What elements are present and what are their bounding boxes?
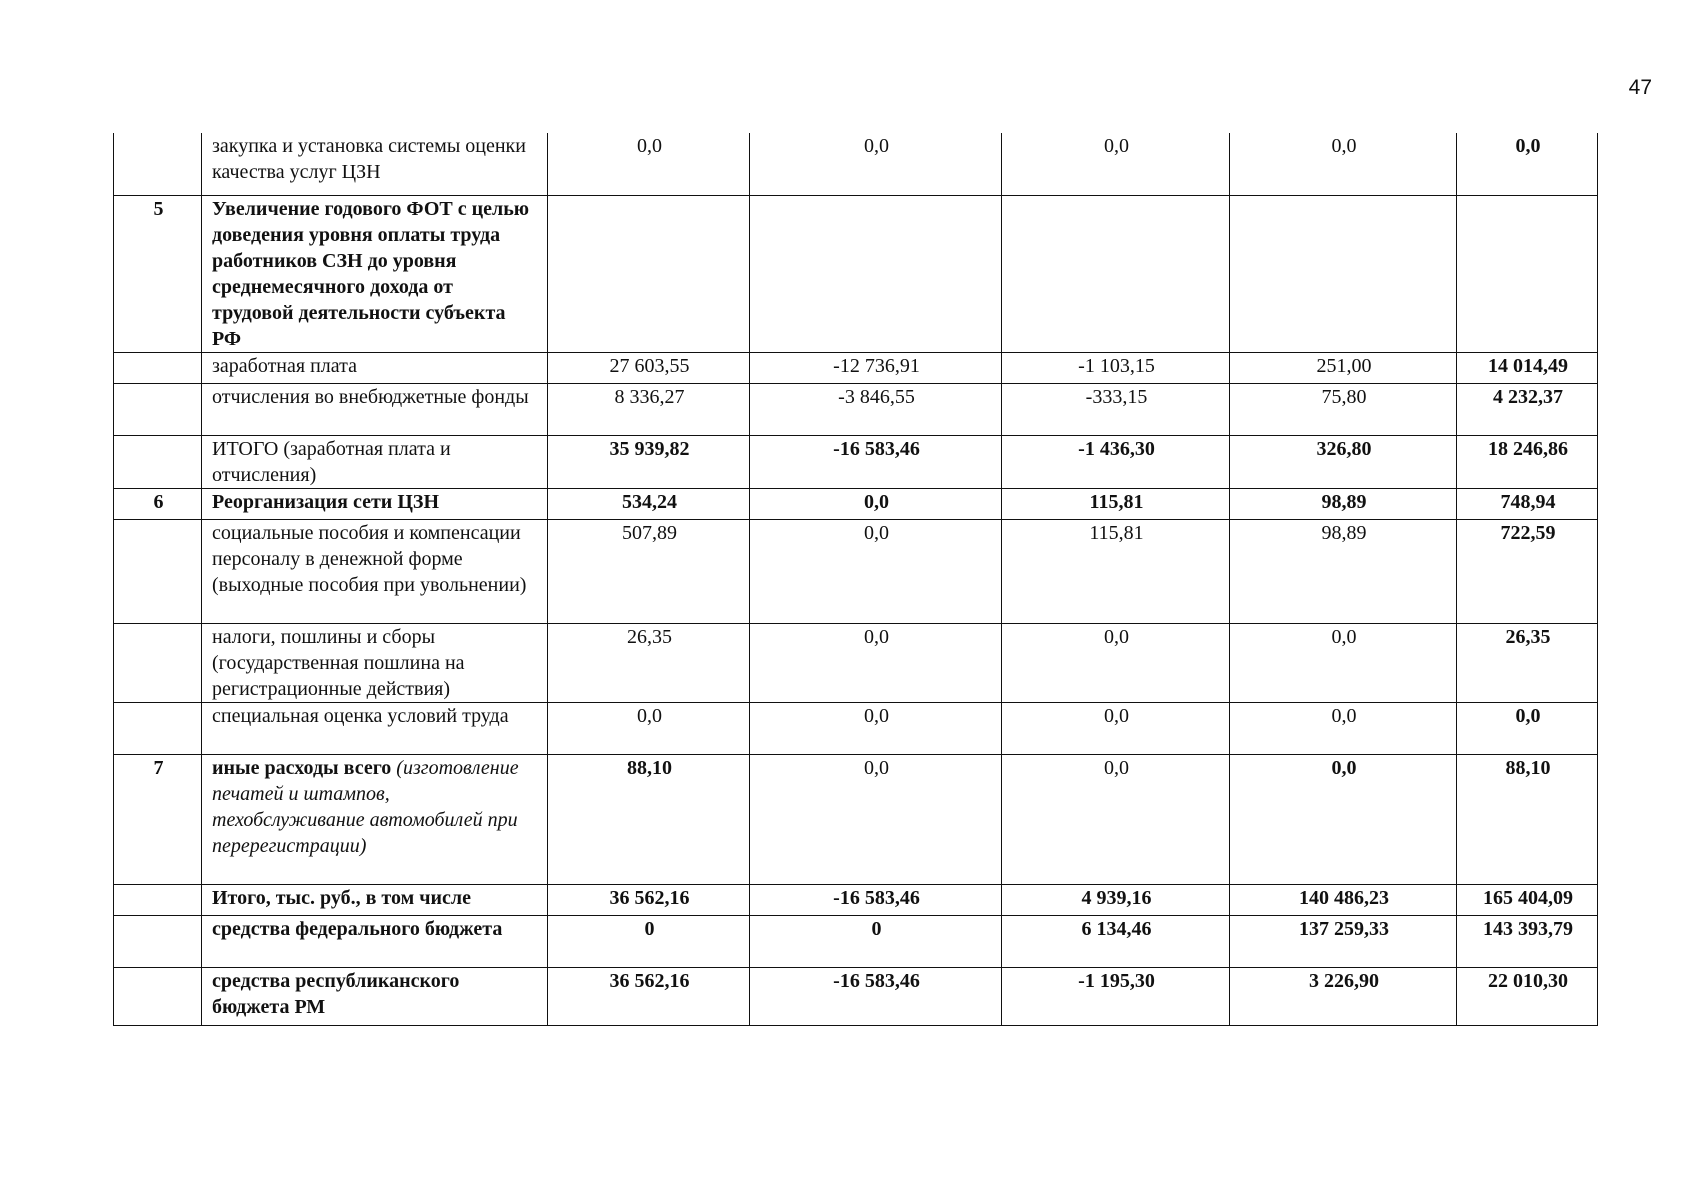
row-number: 5 <box>114 195 202 352</box>
row-description-text: специальная оценка условий труда <box>212 704 509 727</box>
value-cell: 0,0 <box>1457 702 1598 754</box>
row-description <box>202 352 548 383</box>
row-description-text: ИТОГО (заработная плата и отчисления) <box>212 437 451 486</box>
value-cell: 75,80 <box>1230 383 1457 435</box>
value-cell <box>1457 195 1598 352</box>
row-description-text: иные расходы всего <box>212 756 392 779</box>
value-cell: 88,10 <box>1457 754 1598 884</box>
value-cell: 0,0 <box>548 702 750 754</box>
value-cell: 0,0 <box>1002 754 1230 884</box>
row-number: 6 <box>114 488 202 519</box>
table-row <box>114 702 1598 754</box>
row-number <box>114 884 202 915</box>
value-cell: 326,80 <box>1230 435 1457 488</box>
row-description <box>202 884 548 915</box>
row-number <box>114 519 202 623</box>
table-row <box>114 488 1598 519</box>
page-number: 47 <box>1628 76 1652 99</box>
row-number <box>114 435 202 488</box>
value-cell: 251,00 <box>1230 352 1457 383</box>
value-cell: 98,89 <box>1230 488 1457 519</box>
value-cell: 0,0 <box>1230 133 1457 195</box>
value-cell: 0,0 <box>1230 623 1457 702</box>
value-cell: 4 939,16 <box>1002 884 1230 915</box>
row-number <box>114 352 202 383</box>
value-cell: 0,0 <box>1002 133 1230 195</box>
table-row <box>114 623 1598 702</box>
value-cell: 35 939,82 <box>548 435 750 488</box>
value-cell <box>1002 195 1230 352</box>
value-cell: -1 103,15 <box>1002 352 1230 383</box>
value-cell: 88,10 <box>548 754 750 884</box>
value-cell: 722,59 <box>1457 519 1598 623</box>
value-cell: -16 583,46 <box>750 967 1002 1025</box>
row-description-note: (изготовление печатей и штампов, техобслуживание автомобилей при перерегистрации) <box>212 756 519 857</box>
value-cell: 115,81 <box>1002 519 1230 623</box>
value-cell: 165 404,09 <box>1457 884 1598 915</box>
value-cell: 14 014,49 <box>1457 352 1598 383</box>
table-row <box>114 915 1598 967</box>
row-description-text: отчисления во внебюджетные фонды <box>212 385 529 408</box>
row-description-text: заработная плата <box>212 354 357 377</box>
row-number <box>114 383 202 435</box>
value-cell: -1 195,30 <box>1002 967 1230 1025</box>
table-row <box>114 519 1598 623</box>
table-row <box>114 754 1598 884</box>
row-description <box>202 133 548 195</box>
row-description <box>202 702 548 754</box>
row-description-text: средства республиканского бюджета РМ <box>212 969 460 1018</box>
row-number <box>114 915 202 967</box>
value-cell: 0,0 <box>750 519 1002 623</box>
value-cell: 22 010,30 <box>1457 967 1598 1025</box>
table-body <box>114 133 1598 1025</box>
value-cell: -1 436,30 <box>1002 435 1230 488</box>
table-row <box>114 383 1598 435</box>
table-row <box>114 884 1598 915</box>
value-cell: 140 486,23 <box>1230 884 1457 915</box>
value-cell: -16 583,46 <box>750 884 1002 915</box>
row-description-text: налоги, пошлины и сборы (государственная пошлина на регистрационные действия) <box>212 625 465 700</box>
table-row <box>114 195 1598 352</box>
table-row <box>114 133 1598 195</box>
value-cell: 8 336,27 <box>548 383 750 435</box>
value-cell: -16 583,46 <box>750 435 1002 488</box>
row-number <box>114 702 202 754</box>
row-number <box>114 623 202 702</box>
value-cell: 0,0 <box>1002 702 1230 754</box>
value-cell: 137 259,33 <box>1230 915 1457 967</box>
table-row <box>114 435 1598 488</box>
row-description-text: Реорганизация сети ЦЗН <box>212 490 440 513</box>
value-cell <box>548 195 750 352</box>
value-cell: 534,24 <box>548 488 750 519</box>
value-cell: 0,0 <box>548 133 750 195</box>
value-cell: 0,0 <box>1230 754 1457 884</box>
value-cell: 0,0 <box>750 133 1002 195</box>
value-cell: 0,0 <box>1002 623 1230 702</box>
value-cell <box>1230 195 1457 352</box>
value-cell: 36 562,16 <box>548 884 750 915</box>
value-cell: 4 232,37 <box>1457 383 1598 435</box>
row-description <box>202 967 548 1025</box>
value-cell: 0,0 <box>750 754 1002 884</box>
row-description <box>202 383 548 435</box>
value-cell: 143 393,79 <box>1457 915 1598 967</box>
budget-table <box>113 133 1598 1026</box>
row-description <box>202 488 548 519</box>
value-cell: -12 736,91 <box>750 352 1002 383</box>
value-cell: 6 134,46 <box>1002 915 1230 967</box>
value-cell: 0,0 <box>750 702 1002 754</box>
value-cell <box>750 195 1002 352</box>
table-row <box>114 967 1598 1025</box>
value-cell: 26,35 <box>1457 623 1598 702</box>
row-description <box>202 754 548 884</box>
row-description-text: Увеличение годового ФОТ с целью доведения уровня оплаты труда работников СЗН до уровня среднемесячного дохода от трудовой деятельности субъекта РФ <box>212 197 530 350</box>
row-description <box>202 915 548 967</box>
value-cell: 0,0 <box>1457 133 1598 195</box>
value-cell: 0,0 <box>750 488 1002 519</box>
value-cell: -333,15 <box>1002 383 1230 435</box>
value-cell: 0 <box>750 915 1002 967</box>
value-cell: 27 603,55 <box>548 352 750 383</box>
table-row <box>114 352 1598 383</box>
row-number <box>114 967 202 1025</box>
row-number <box>114 133 202 195</box>
value-cell: 507,89 <box>548 519 750 623</box>
row-number: 7 <box>114 754 202 884</box>
row-description <box>202 519 548 623</box>
value-cell: 3 226,90 <box>1230 967 1457 1025</box>
row-description-text: средства федерального бюджета <box>212 917 503 940</box>
value-cell: 115,81 <box>1002 488 1230 519</box>
value-cell: 0,0 <box>1230 702 1457 754</box>
value-cell: 748,94 <box>1457 488 1598 519</box>
value-cell: 26,35 <box>548 623 750 702</box>
value-cell: 0 <box>548 915 750 967</box>
row-description-text: Итого, тыс. руб., в том числе <box>212 886 471 909</box>
row-description <box>202 195 548 352</box>
value-cell: 18 246,86 <box>1457 435 1598 488</box>
row-description <box>202 623 548 702</box>
row-description <box>202 435 548 488</box>
value-cell: 98,89 <box>1230 519 1457 623</box>
row-description-text: закупка и установка системы оценки качества услуг ЦЗН <box>212 135 526 183</box>
value-cell: -3 846,55 <box>750 383 1002 435</box>
value-cell: 0,0 <box>750 623 1002 702</box>
value-cell: 36 562,16 <box>548 967 750 1025</box>
row-description-text: социальные пособия и компенсации персоналу в денежной форме (выходные пособия при увольнении) <box>212 521 527 596</box>
